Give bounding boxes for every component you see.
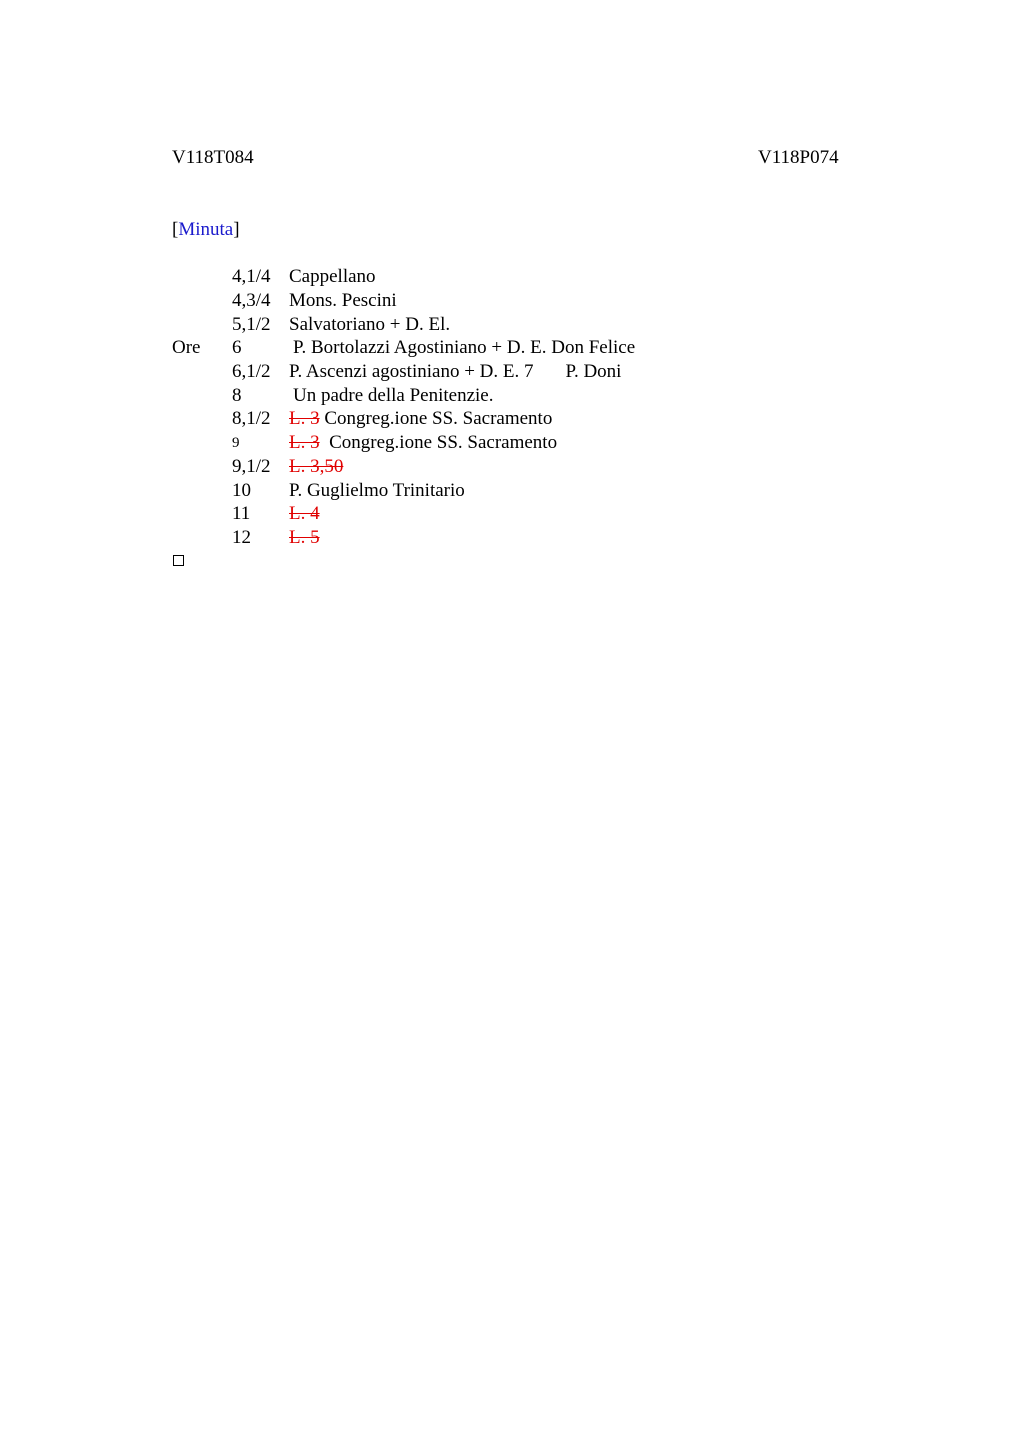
schedule-time: 8 bbox=[232, 385, 242, 406]
schedule-text: Un padre della Penitenzie. bbox=[293, 385, 494, 406]
schedule-text-group bbox=[289, 407, 552, 431]
struck-amount: L. 5 bbox=[289, 527, 320, 548]
schedule-time: 4,1/4 bbox=[232, 266, 271, 287]
schedule-time: 6 bbox=[232, 337, 242, 358]
open-bracket: [ bbox=[172, 219, 179, 240]
close-bracket: ] bbox=[233, 219, 240, 240]
struck-amount: L. 3 bbox=[289, 432, 320, 453]
schedule-text: P. Bortolazzi Agostiniano + D. E. Don Felice bbox=[293, 337, 636, 358]
schedule-time: 9 bbox=[232, 435, 240, 451]
schedule-time: 4,3/4 bbox=[232, 290, 271, 311]
document-code-left: V118T084 bbox=[172, 147, 254, 168]
schedule-time: 5,1/2 bbox=[232, 314, 271, 335]
schedule-time: 11 bbox=[232, 503, 251, 524]
schedule-text-group bbox=[289, 431, 557, 455]
document-code-right: V118P074 bbox=[758, 147, 839, 168]
struck-amount: L. 4 bbox=[289, 503, 320, 524]
schedule-time: 12 bbox=[232, 527, 251, 548]
schedule-time: 9,1/2 bbox=[232, 456, 271, 477]
schedule-text: P. Guglielmo Trinitario bbox=[289, 480, 465, 501]
ore-label: Ore bbox=[172, 337, 201, 358]
schedule-text: P. Ascenzi agostiniano + D. E. 7 bbox=[289, 361, 534, 382]
schedule-text: Congreg.ione SS. Sacramento bbox=[324, 408, 553, 429]
schedule-time: 8,1/2 bbox=[232, 408, 271, 429]
schedule-text: Cappellano bbox=[289, 266, 376, 287]
schedule-time: 6,1/2 bbox=[232, 361, 271, 382]
schedule-text: Congreg.ione SS. Sacramento bbox=[329, 432, 558, 453]
schedule-time: 10 bbox=[232, 480, 251, 501]
section-label-text: Minuta bbox=[178, 219, 234, 240]
schedule-text-group bbox=[289, 360, 621, 384]
schedule-text: Salvatoriano + D. El. bbox=[289, 314, 451, 335]
schedule-text: Mons. Pescini bbox=[289, 290, 397, 311]
section-label bbox=[172, 218, 240, 242]
square-outline-icon bbox=[173, 555, 184, 566]
struck-amount: L. 3,50 bbox=[289, 456, 344, 477]
struck-amount: L. 3 bbox=[289, 408, 320, 429]
schedule-extra: P. Doni bbox=[565, 361, 622, 382]
